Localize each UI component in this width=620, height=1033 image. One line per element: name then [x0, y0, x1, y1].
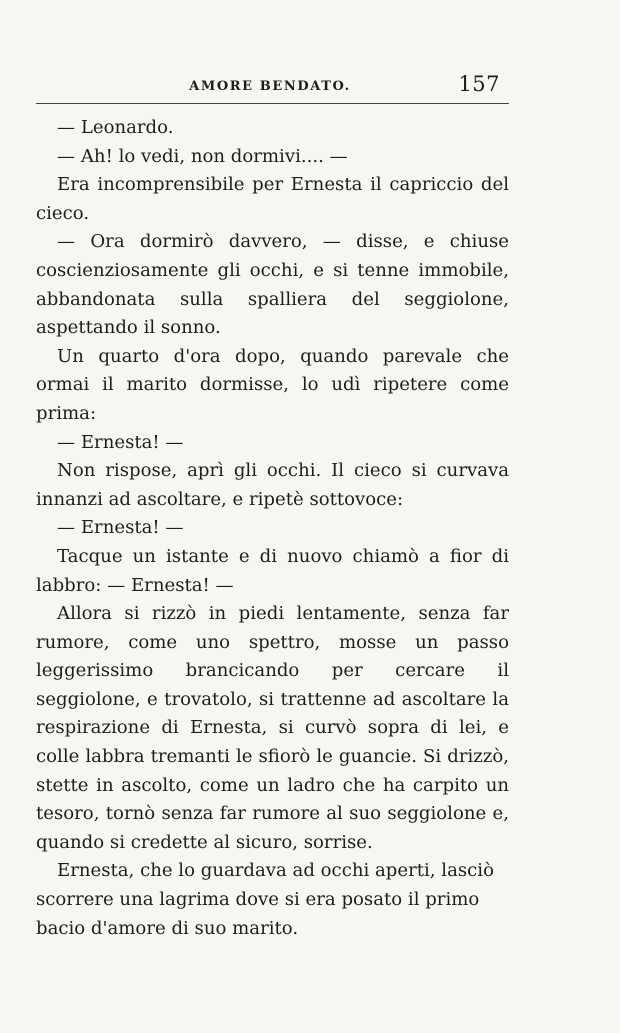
paragraph: — Ah! lo vedi, non dormivi.... — — [57, 145, 348, 167]
paragraph: Era incomprensibile per Ernesta il capriccio del cieco. — [36, 174, 509, 224]
page-number: 157 — [458, 72, 500, 96]
page-header — [40, 72, 500, 100]
paragraph: — Ernesta! — — [57, 431, 184, 453]
running-title: AMORE BENDATO. — [189, 79, 351, 94]
paragraph: — Ernesta! — — [57, 517, 184, 539]
body-text — [36, 114, 509, 943]
paragraph: Un quarto d'ora dopo, quando parevale che ormai il marito dormisse, lo udì ripetere come prima: — [36, 345, 509, 424]
paragraph: Non rispose, aprì gli occhi. Il cieco si curvava innanzi ad ascoltare, e ripetè sottovoce: — [36, 460, 509, 510]
paragraph: — Ora dormirò davvero, — disse, e chiuse coscienziosamente gli occhi, e si tenne immobile, abbandonata sulla spalliera del seggiolone, aspettando il sonno. — [36, 231, 509, 339]
paragraph: Tacque un istante e di nuovo chiamò a fior di labbro: — Ernesta! — — [36, 545, 509, 596]
header-rule — [36, 103, 509, 104]
paragraph: Ernesta, che lo guardava ad occhi aperti, lasciò scorrere una lagrima dove si era posato il primo bacio d'amore di suo marito. — [36, 860, 494, 939]
paragraph: Allora si rizzò in piedi lentamente, senza far rumore, come uno spettro, mosse un passo leggerissimo brancicando per cercare il seggiolone, e trovatolo, si trattenne ad ascoltare la respirazione di Ernesta, si curvò sopra di lei, e colle labbra tremanti le sfiorò le guancie. Si drizzò, stette in ascolto, come un ladro che ha carpito un tesoro, tornò senza far rumore al suo seggiolone e, quando si credette al sicuro, sorrise. — [36, 603, 509, 853]
paragraph: — Leonardo. — [57, 117, 174, 138]
